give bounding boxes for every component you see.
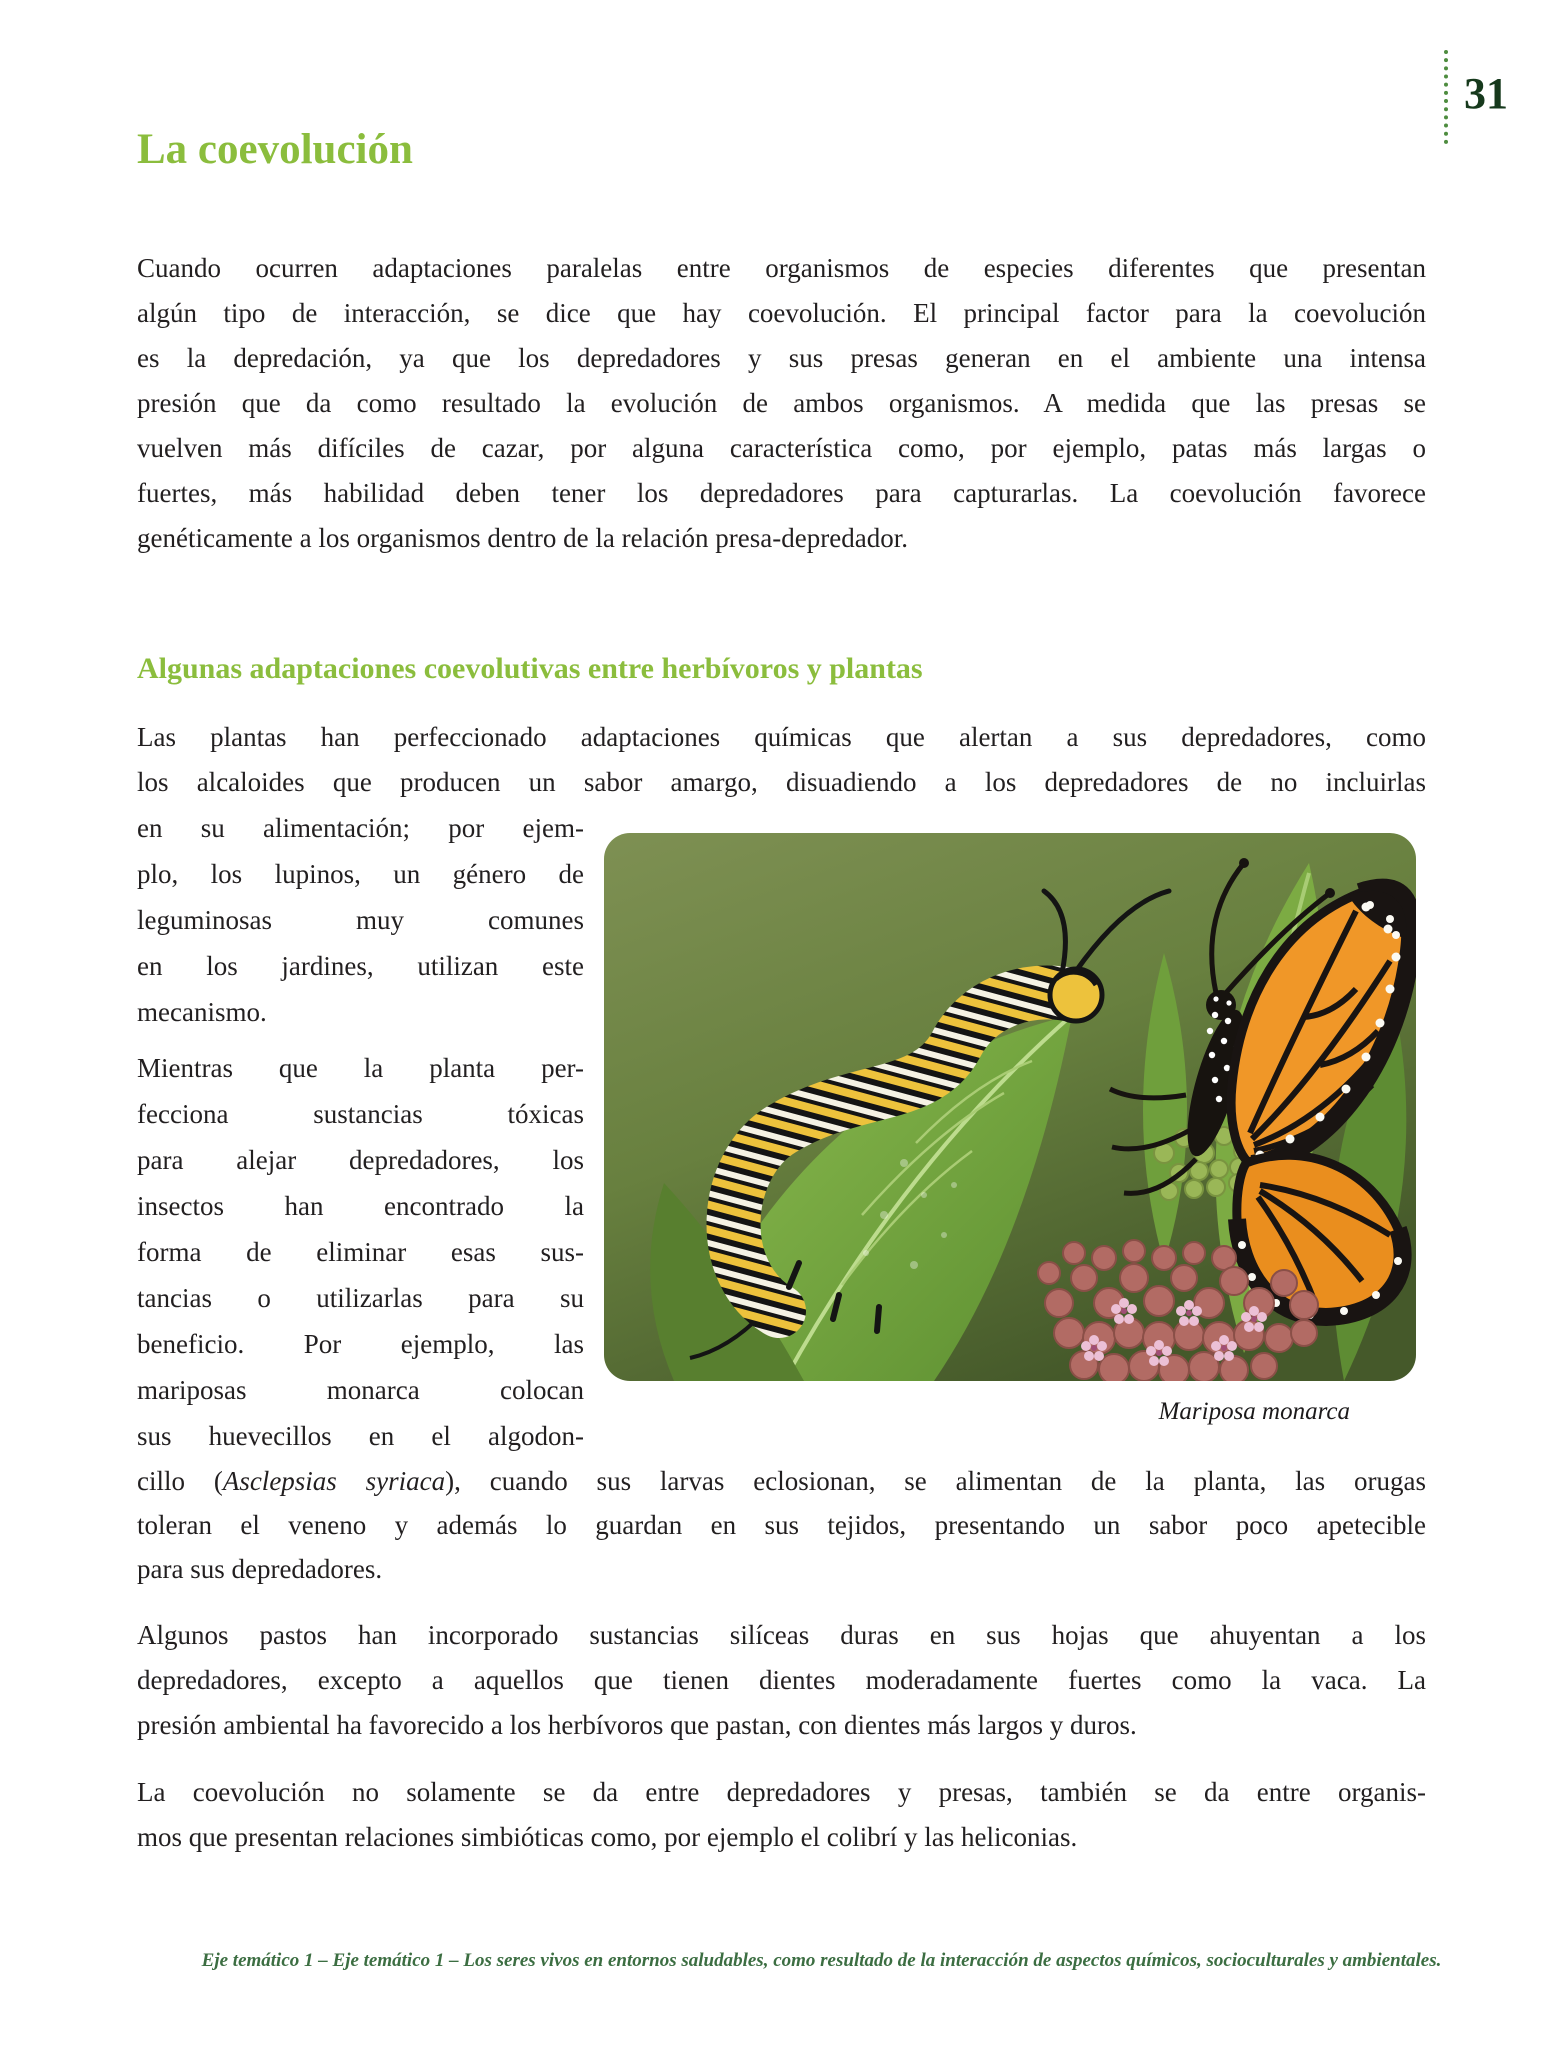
page-number: 31 xyxy=(1464,69,1508,118)
left-col-lines xyxy=(137,805,584,989)
text-line: fuertes, más habilidad deben tener los depredadores para capturarlas. La coevolución favorece xyxy=(137,478,1426,508)
continuation-paragraph xyxy=(137,1459,1426,1591)
text-line: La coevolución no solamente se da entre depredadores y presas, también se da entre organis- xyxy=(137,1777,1426,1807)
text-line: en su alimentación; por ejem- xyxy=(137,813,584,843)
lead-paragraph xyxy=(137,715,1426,805)
species-name: Asclepsias syriaca xyxy=(222,1466,446,1496)
page-footer: Eje temático 1 – Eje temático 1 – Los seres vivos en entornos saludables, como resultado de la interacción de aspectos químicos, socioculturales y ambientales. xyxy=(201,1950,1442,1971)
grasses-paragraph xyxy=(137,1613,1426,1748)
left-column-paragraph-1 xyxy=(137,805,584,1035)
text-line: presión ambiental ha favorecido a los herbívoros que pastan, con dientes más largos y duros. xyxy=(137,1710,1137,1740)
lead-justified-lines xyxy=(137,715,1426,805)
page-number-block xyxy=(1444,50,1508,144)
figure-column xyxy=(604,805,1416,1429)
text-line: depredadores, excepto a aquellos que tienen dientes moderadamente fuertes como la vaca. La xyxy=(137,1665,1426,1695)
text-line: Algunos pastos han incorporado sustancias silíceas duras en sus hojas que ahuyentan a los xyxy=(137,1620,1426,1650)
figure-caption: Mariposa monarca xyxy=(1158,1398,1350,1425)
monarch-photo-illustration xyxy=(604,833,1416,1381)
dotted-rule xyxy=(1444,50,1448,144)
page-content xyxy=(0,126,1564,1860)
continuation-post: ), cuando sus larvas eclosionan, se alimentan de la planta, las orugas xyxy=(445,1466,1426,1496)
grasses-lines xyxy=(137,1613,1426,1703)
page-title: La coevolución xyxy=(137,126,413,173)
text-line: sus huevecillos en el algodon- xyxy=(137,1421,584,1451)
text-line: leguminosas muy comunes xyxy=(137,905,584,935)
intro-justified-lines xyxy=(137,246,1426,516)
text-line: forma de eliminar esas sus- xyxy=(137,1237,584,1267)
continuation-pre: cillo ( xyxy=(137,1466,223,1496)
monarch-photo xyxy=(604,833,1416,1381)
text-line: presión que da como resultado la evolución de ambos organismos. A medida que las presas se xyxy=(137,388,1426,418)
text-line: insectos han encontrado la xyxy=(137,1191,584,1221)
text-line: toleran el veneno y además lo guardan en sus tejidos, presentando un sabor poco apetecible xyxy=(137,1510,1426,1540)
text-line: para sus depredadores. xyxy=(137,1554,383,1584)
text-line: fecciona sustancias tóxicas xyxy=(137,1099,584,1129)
left-column-paragraph-2 xyxy=(137,1045,584,1459)
text-line: los alcaloides que producen un sabor amargo, disuadiendo a los depredadores de no incluirlas xyxy=(137,767,1426,797)
left-text-column xyxy=(137,805,584,1459)
text-line: beneficio. Por ejemplo, las xyxy=(137,1329,584,1359)
text-line: Cuando ocurren adaptaciones paralelas entre organismos de especies diferentes que presentan xyxy=(137,253,1426,283)
text-line: para alejar depredadores, los xyxy=(137,1145,584,1175)
symbiosis-lines xyxy=(137,1770,1426,1815)
text-line: algún tipo de interacción, se dice que hay coevolución. El principal factor para la coevolución xyxy=(137,298,1426,328)
text-and-figure-row xyxy=(137,805,1426,1459)
text-line: en los jardines, utilizan este xyxy=(137,951,584,981)
text-line: Mientras que la planta per- xyxy=(137,1053,584,1083)
text-line: mariposas monarca colocan xyxy=(137,1375,584,1405)
text-line: mos que presentan relaciones simbióticas como, por ejemplo el colibrí y las heliconias. xyxy=(137,1822,1078,1852)
text-line: Las plantas han perfeccionado adaptaciones químicas que alertan a sus depredadores, como xyxy=(137,722,1426,752)
text-line: tancias o utilizarlas para su xyxy=(137,1283,584,1313)
section-heading: Algunas adaptaciones coevolutivas entre herbívoros y plantas xyxy=(137,652,923,685)
intro-paragraph xyxy=(137,246,1426,561)
text-line: es la depredación, ya que los depredadores y sus presas generan en el ambiente una intensa xyxy=(137,343,1426,373)
text-line: genéticamente a los organismos dentro de la relación presa-depredador. xyxy=(137,523,908,553)
text-line: mecanismo. xyxy=(137,997,267,1027)
text-line: vuelven más difíciles de cazar, por alguna característica como, por ejemplo, patas más largas o xyxy=(137,433,1426,463)
left-col-lines xyxy=(137,1045,584,1459)
symbiosis-paragraph xyxy=(137,1770,1426,1860)
text-line xyxy=(137,1459,1426,1503)
text-line: plo, los lupinos, un género de xyxy=(137,859,584,889)
